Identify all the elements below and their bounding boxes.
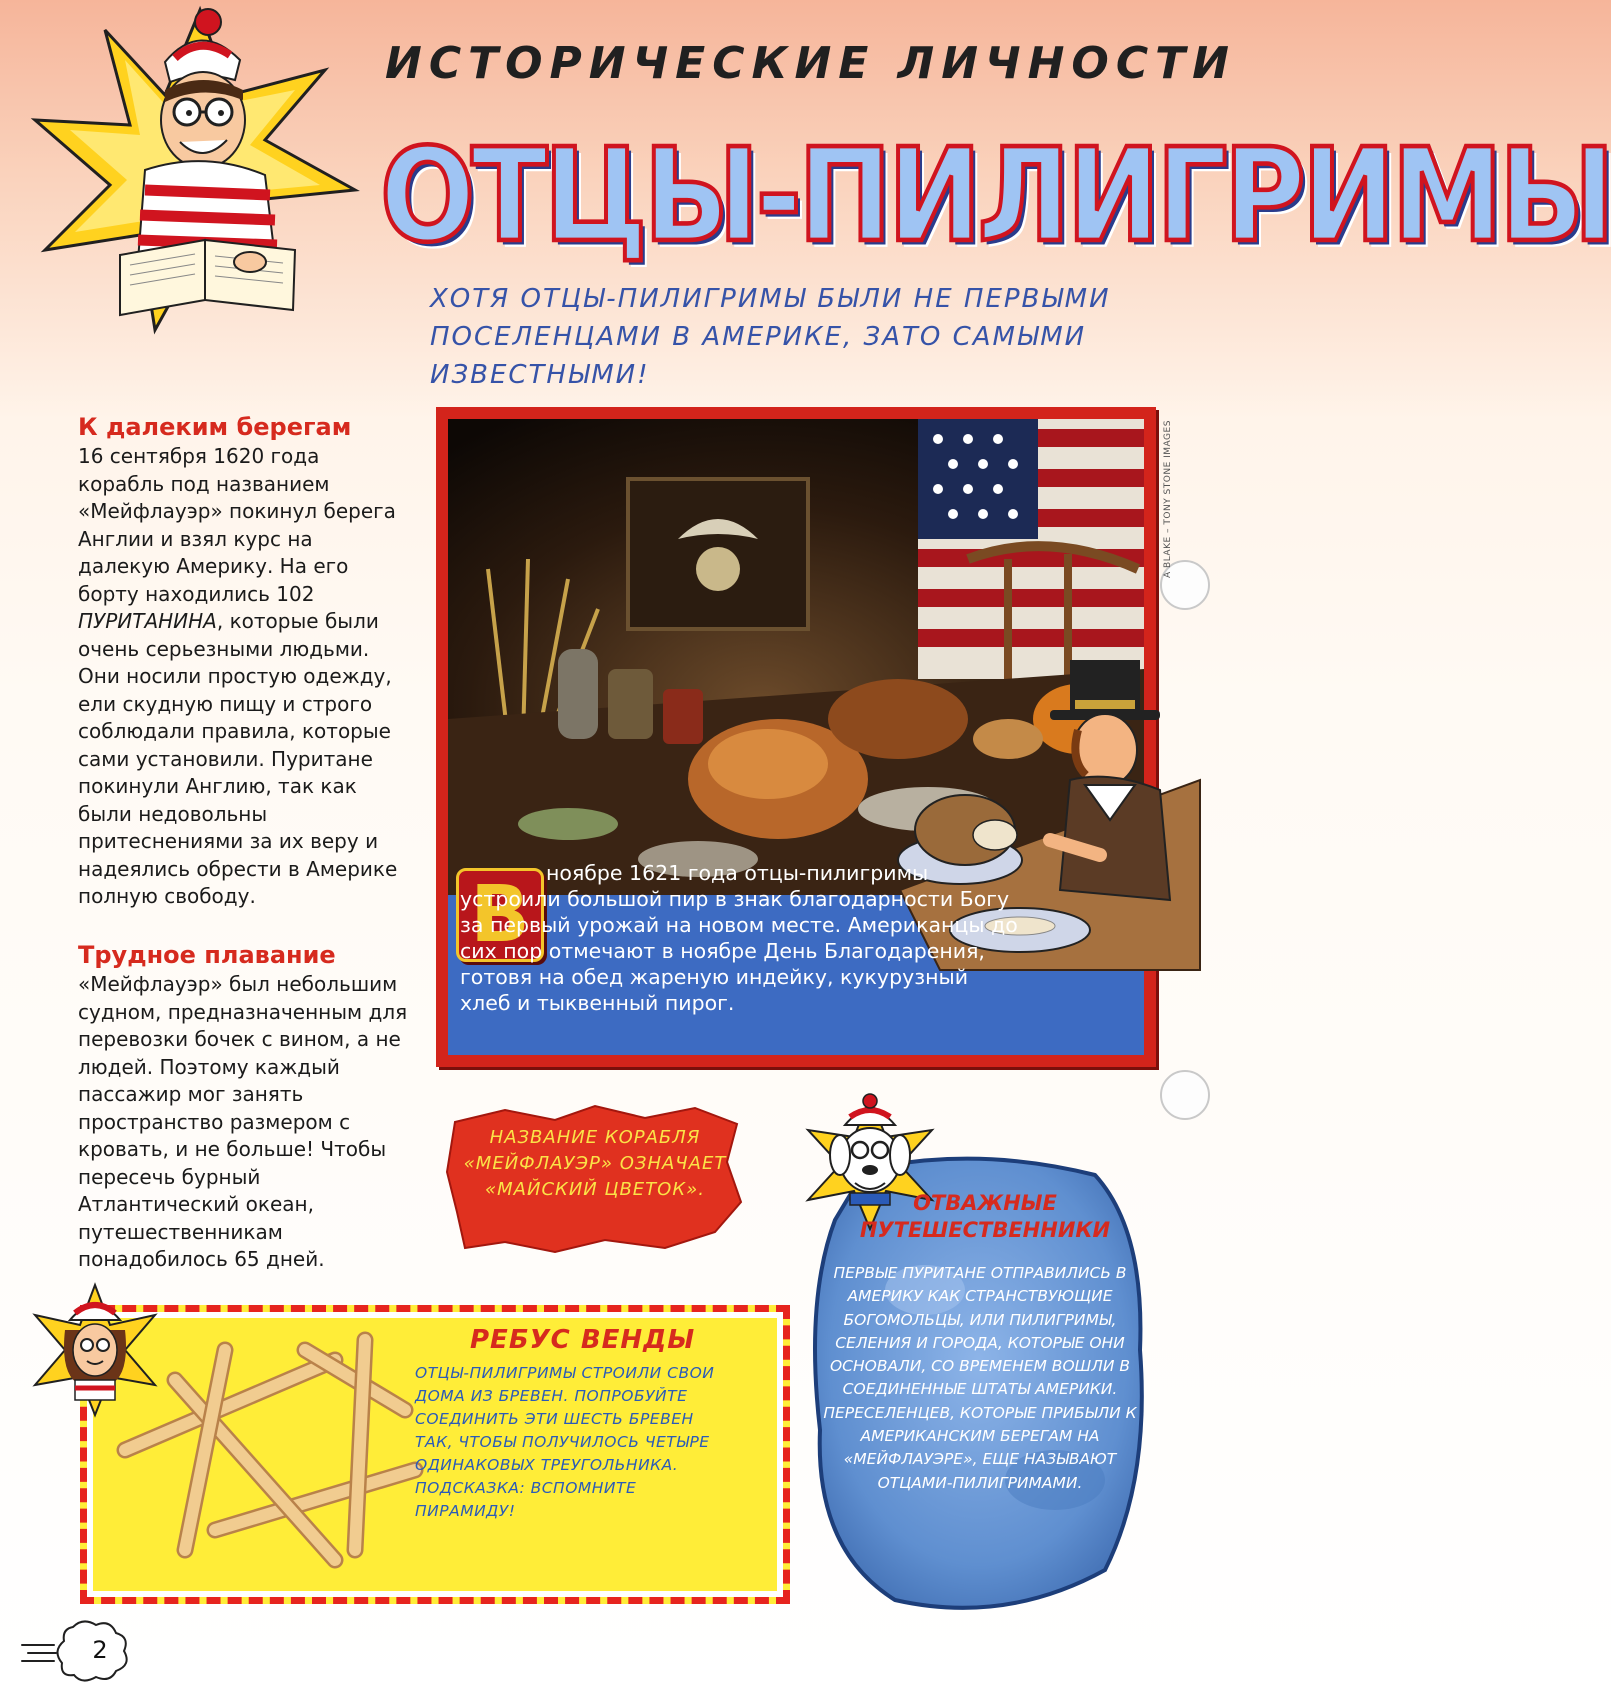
ship-name-fact: НАЗВАНИЕ КОРАБЛЯ «МЕЙФЛАУЭР» ОЗНАЧАЕТ «МАЙСКИЙ ЦВЕТОК». <box>463 1127 727 1200</box>
dropcap-letter: В <box>456 868 544 962</box>
section-body <box>78 443 408 911</box>
page-number: 2 <box>92 1636 108 1664</box>
body-part: , которые были очень серьезными людьми. Они носили простую одежду, ели скудную пищу и строго соблюдали правила, которые сами установили. Пуритане покинули Англию, так как были недовольны притеснениями за их веру и надеялись обрести в Америке полную свободу. <box>78 609 398 908</box>
punch-hole-bottom <box>1160 1070 1210 1120</box>
puritan-term: ПУРИТАНИНА <box>78 609 217 633</box>
section-far-shores <box>78 413 408 911</box>
wally-reading-illustration <box>25 0 385 390</box>
rebus-text: ОТЦЫ-ПИЛИГРИМЫ СТРОИЛИ СВОИ ДОМА ИЗ БРЕВЕН. ПОПРОБУЙТЕ СОЕДИНИТЬ ЭТИ ШЕСТЬ БРЕВЕН ТАК, ЧТОБЫ ПОЛУЧИЛОСЬ ЧЕТЫРЕ ОДИНАКОВЫХ ТРЕУГОЛЬНИКА. ПОДСКАЗКА: ВСПОМНИТЕ ПИРАМИДУ! <box>415 1364 715 1520</box>
section-heading: К далеким берегам <box>78 413 352 441</box>
wenda-illustration <box>30 1285 160 1415</box>
travellers-text: ПЕРВЫЕ ПУРИТАНЕ ОТПРАВИЛИСЬ В АМЕРИКУ КАК СТРАНСТВУЮЩИЕ БОГОМОЛЬЦЫ, ИЛИ ПИЛИГРИМЫ, СЕЛЕНИЯ И ГОРОДА, КОТОРЫЕ ОНИ ОСНОВАЛИ, СО ВРЕМЕНЕМ ВОШЛИ В СОЕДИНЕННЫЕ ШТАТЫ АМЕРИКИ. ПЕРЕСЕЛЕНЦЕВ, КОТОРЫЕ ПРИБЫЛИ К АМЕРИКАНСКИМ БЕРЕГАМ НА «МЕЙФЛАУЭРЕ», ЕЩЕ НАЗЫВАЮТ ОТЦАМИ-ПИЛИГРИМАМИ. <box>823 1264 1137 1492</box>
body-part: 16 сентября 1620 года корабль под названием «Мейфлауэр» покинул берега Англии и взял курс на далекую Америку. На его борту находились 102 <box>78 444 396 606</box>
section-hard-voyage <box>78 941 408 1274</box>
page-number-splash <box>18 1615 138 1685</box>
series-title: ИСТОРИЧЕСКИЕ ЛИЧНОСТИ <box>385 38 1236 89</box>
intro-text: ХОТЯ ОТЦЫ-ПИЛИГРИМЫ БЫЛИ НЕ ПЕРВЫМИ ПОСЕЛЕНЦАМИ В АМЕРИКЕ, ЗАТО САМЫМИ ИЗВЕСТНЫМИ! <box>430 284 1111 390</box>
travellers-title: ОТВАЖНЫЕ ПУТЕШЕСТВЕННИКИ <box>859 1191 1111 1242</box>
page-title: ОТЦЫ-ПИЛИГРИМЫ <box>380 121 1611 271</box>
section-body: «Мейфлауэр» был небольшим судном, предназначенным для перевозки бочек с вином, а не людей. Поэтому каждый пассажир мог занять пространство размером с кровать, и не больше! Чтобы пересечь бурный Атлантический океан, путешественникам понадобилось 65 дней. <box>78 972 408 1271</box>
rebus-title: РЕБУС ВЕНДЫ <box>470 1325 696 1355</box>
photo-caption: ноябре 1621 года отцы-пилигримы устроили большой пир в знак благодарности Богу за первый урожай на новом месте. Американцы до сих пор отмечают в ноябре День Благодарения, готовя на обед жареную индейку, кукурузный хлеб и тыквенный пирог. <box>460 861 1018 1015</box>
photo-credit: A BLAKE – TONY STONE IMAGES <box>1163 420 1173 578</box>
section-heading: Трудное плавание <box>78 941 336 969</box>
